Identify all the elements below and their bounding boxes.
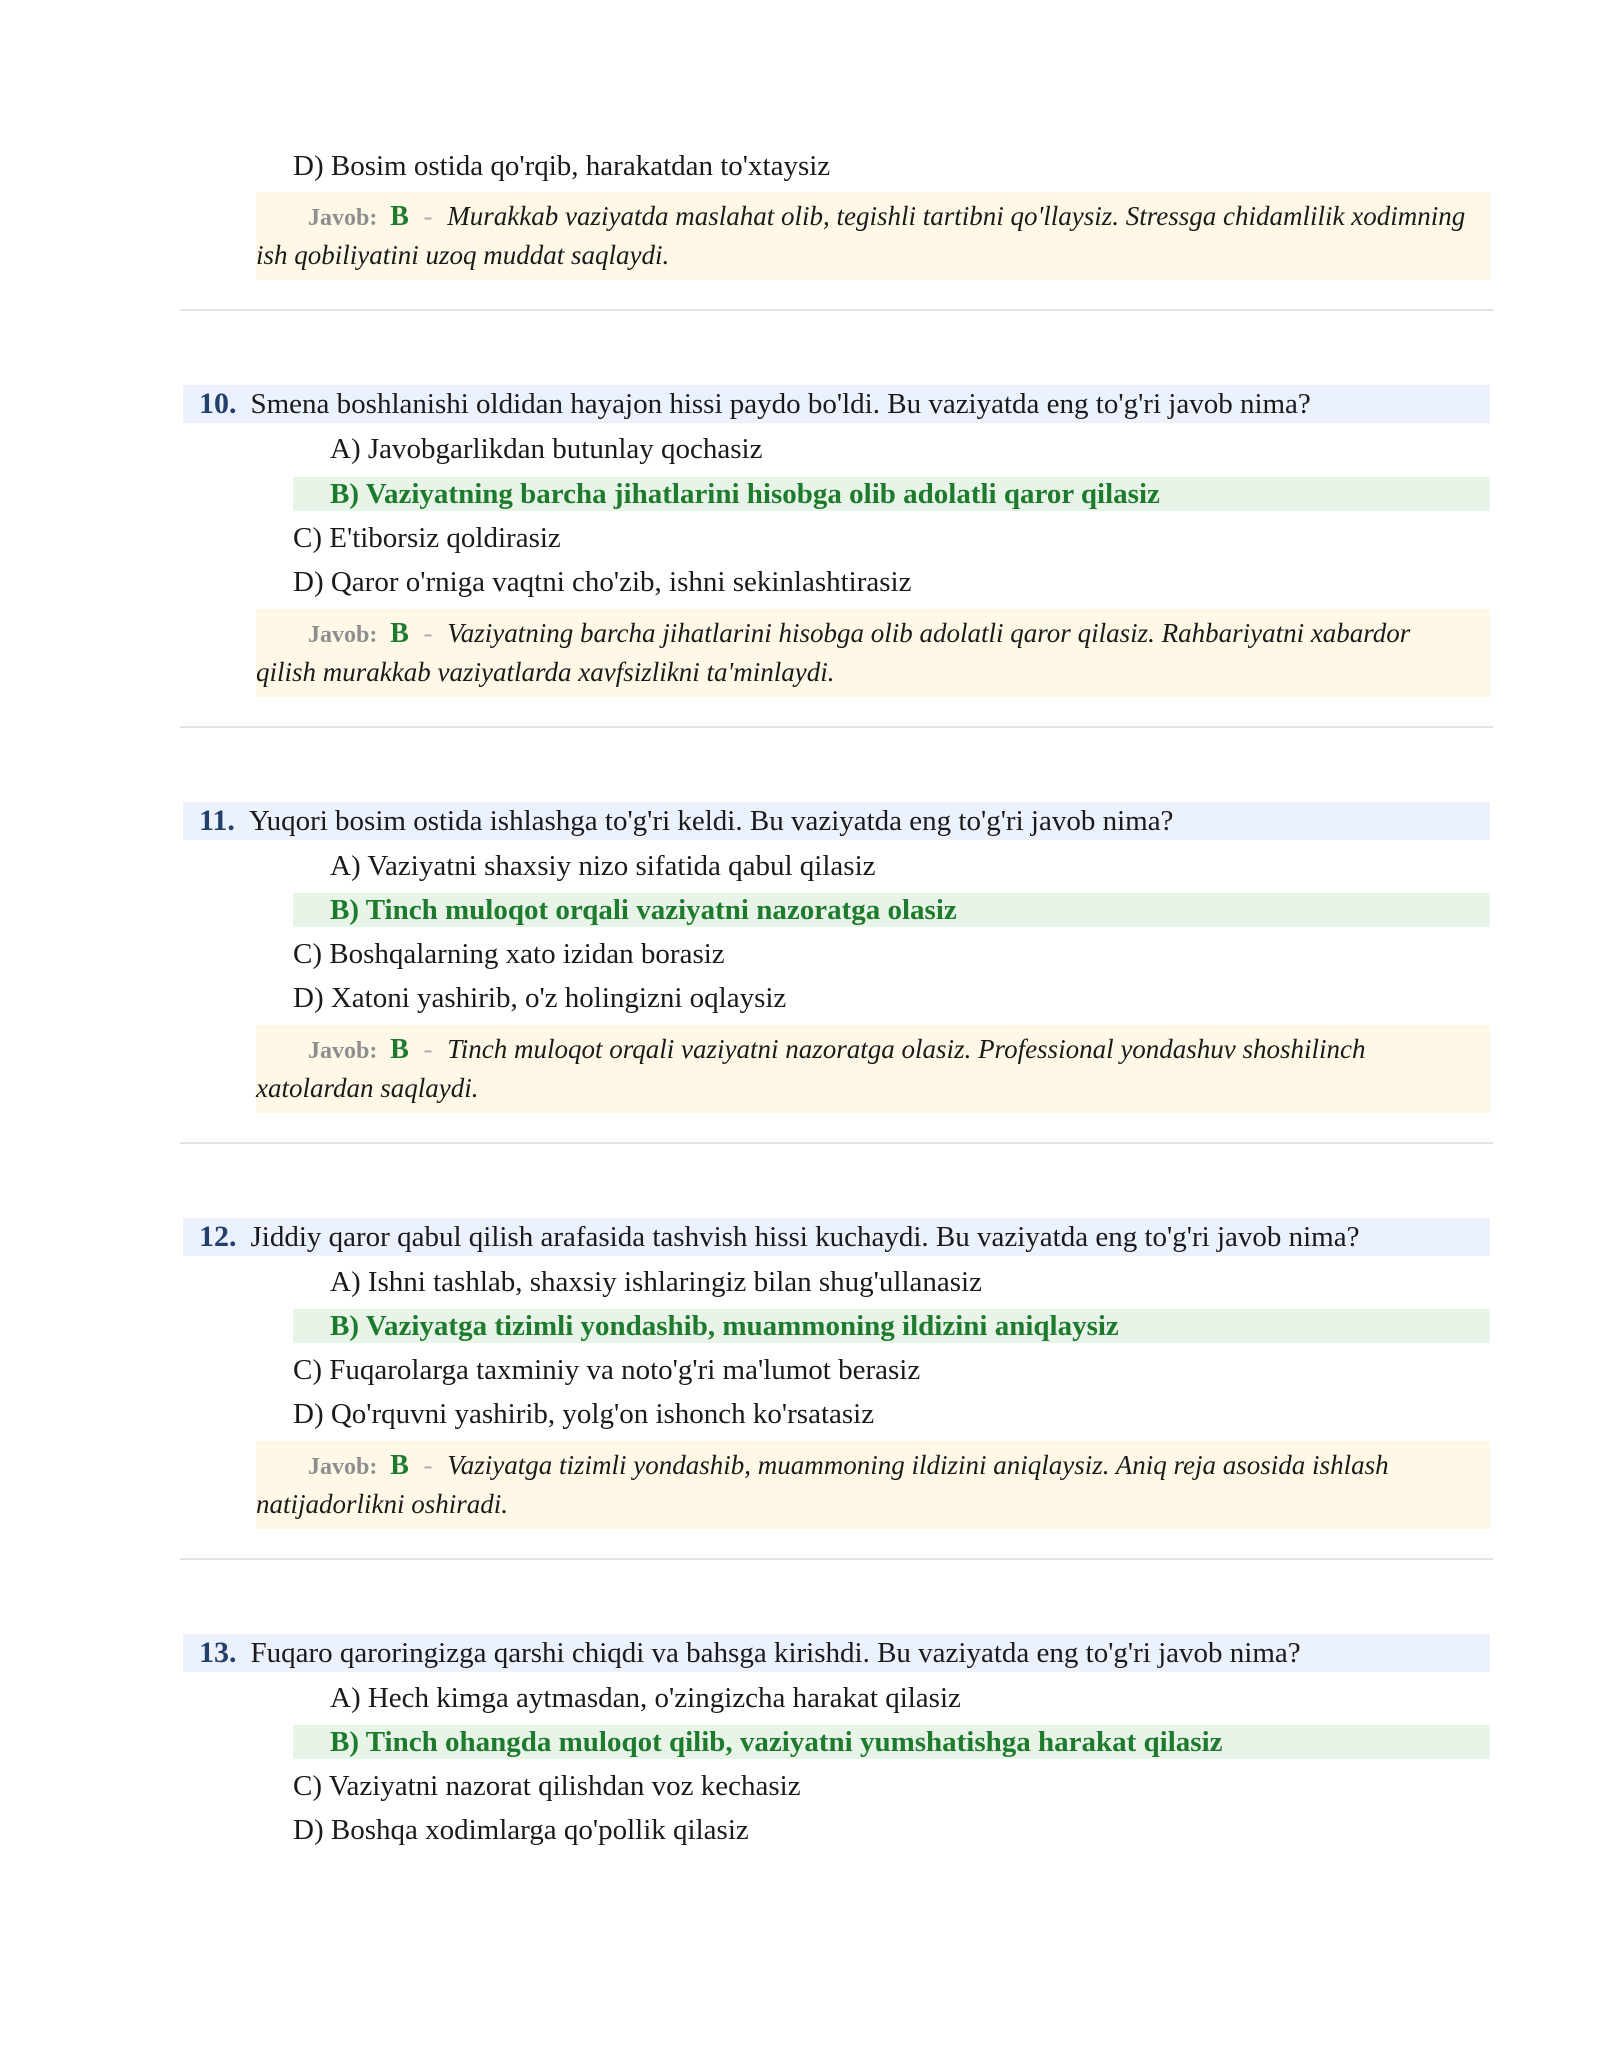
- answer-text: Tinch muloqot orqali vaziyatni nazoratga olasiz. Professional yondashuv shoshilinch xatolardan saqlaydi.: [256, 1034, 1366, 1103]
- question-number: 10.: [199, 387, 237, 420]
- divider: [180, 309, 1493, 311]
- question-number: 13.: [199, 1636, 237, 1669]
- answer-text: Vaziyatning barcha jihatlarini hisobga olib adolatli qaror qilasiz. Rahbariyatni xabardor qilish murakkab vaziyatlarda xavfsizlikni ta'minlaydi.: [256, 618, 1411, 687]
- answer-letter: B: [390, 1450, 409, 1481]
- option-d: D) Boshqa xodimlarga qo'pollik qilasiz: [293, 1814, 749, 1846]
- question-row: [183, 385, 1490, 423]
- option-d: D) Xatoni yashirib, o'z holingizni oqlaysiz: [293, 982, 787, 1014]
- option-a: A) Javobgarlikdan butunlay qochasiz: [330, 433, 763, 465]
- answer-label: Javob:: [308, 1454, 378, 1480]
- option-c: C) E'tiborsiz qoldirasiz: [293, 522, 561, 554]
- option-a: A) Hech kimga aytmasdan, o'zingizcha harakat qilasiz: [330, 1682, 961, 1714]
- question-text: Jiddiy qaror qabul qilish arafasida tashvish hissi kuchaydi. Bu vaziyatda eng to'g'ri javob nima?: [250, 1221, 1360, 1253]
- option-c: C) Fuqarolarga taxminiy va noto'g'ri ma'lumot berasiz: [293, 1354, 921, 1386]
- answer-text: Vaziyatga tizimli yondashib, muammoning ildizini aniqlaysiz. Aniq reja asosida ishlash natijadorlikni oshiradi.: [256, 1450, 1389, 1519]
- question-number: 11.: [199, 804, 235, 837]
- answer-label: Javob:: [308, 205, 378, 231]
- option-d: D) Qaror o'rniga vaqtni cho'zib, ishni sekinlashtirasiz: [293, 566, 912, 598]
- answer-text: Murakkab vaziyatda maslahat olib, tegishli tartibni qo'llaysiz. Stressga chidamlilik xodimning ish qobiliyatini uzoq muddat saqlaydi.: [256, 201, 1466, 270]
- answer-dash: -: [423, 618, 433, 648]
- question-text: Yuqori bosim ostida ishlashga to'g'ri keldi. Bu vaziyatda eng to'g'ri javob nima?: [248, 805, 1174, 837]
- answer-explanation: [256, 609, 1490, 697]
- option-c: C) Boshqalarning xato izidan borasiz: [293, 938, 725, 970]
- divider: [180, 726, 1493, 728]
- answer-explanation: [256, 1025, 1490, 1113]
- answer-label: Javob:: [308, 1038, 378, 1064]
- divider: [180, 1558, 1493, 1560]
- question-text: Smena boshlanishi oldidan hayajon hissi paydo bo'ldi. Bu vaziyatda eng to'g'ri javob nima?: [250, 388, 1311, 420]
- option-b-correct: B) Vaziyatning barcha jihatlarini hisobga olib adolatli qaror qilasiz: [293, 477, 1490, 511]
- question-row: [183, 1634, 1490, 1672]
- answer-explanation: [256, 192, 1490, 280]
- answer-letter: B: [390, 1034, 409, 1065]
- divider: [180, 1142, 1493, 1144]
- answer-dash: -: [423, 1034, 433, 1064]
- option-d: D) Bosim ostida qo'rqib, harakatdan to'xtaysiz: [293, 150, 831, 182]
- option-b-correct: B) Tinch muloqot orqali vaziyatni nazoratga olasiz: [293, 893, 1490, 927]
- question-row: [183, 1218, 1490, 1256]
- option-c: C) Vaziyatni nazorat qilishdan voz kechasiz: [293, 1770, 801, 1802]
- option-b-correct: B) Vaziyatga tizimli yondashib, muammoning ildizini aniqlaysiz: [293, 1309, 1490, 1343]
- answer-dash: -: [423, 201, 433, 231]
- option-a: A) Vaziyatni shaxsiy nizo sifatida qabul qilasiz: [330, 850, 876, 882]
- question-number: 12.: [199, 1220, 237, 1253]
- option-d: D) Qo'rquvni yashirib, yolg'on ishonch ko'rsatasiz: [293, 1398, 875, 1430]
- answer-label: Javob:: [308, 622, 378, 648]
- option-b-correct: B) Tinch ohangda muloqot qilib, vaziyatni yumshatishga harakat qilasiz: [293, 1725, 1490, 1759]
- answer-explanation: [256, 1441, 1490, 1529]
- question-text: Fuqaro qaroringizga qarshi chiqdi va bahsga kirishdi. Bu vaziyatda eng to'g'ri javob nima?: [250, 1637, 1301, 1669]
- answer-dash: -: [423, 1450, 433, 1480]
- answer-letter: B: [390, 618, 409, 649]
- option-a: A) Ishni tashlab, shaxsiy ishlaringiz bilan shug'ullanasiz: [330, 1266, 982, 1298]
- answer-letter: B: [390, 201, 409, 232]
- question-row: [183, 802, 1490, 840]
